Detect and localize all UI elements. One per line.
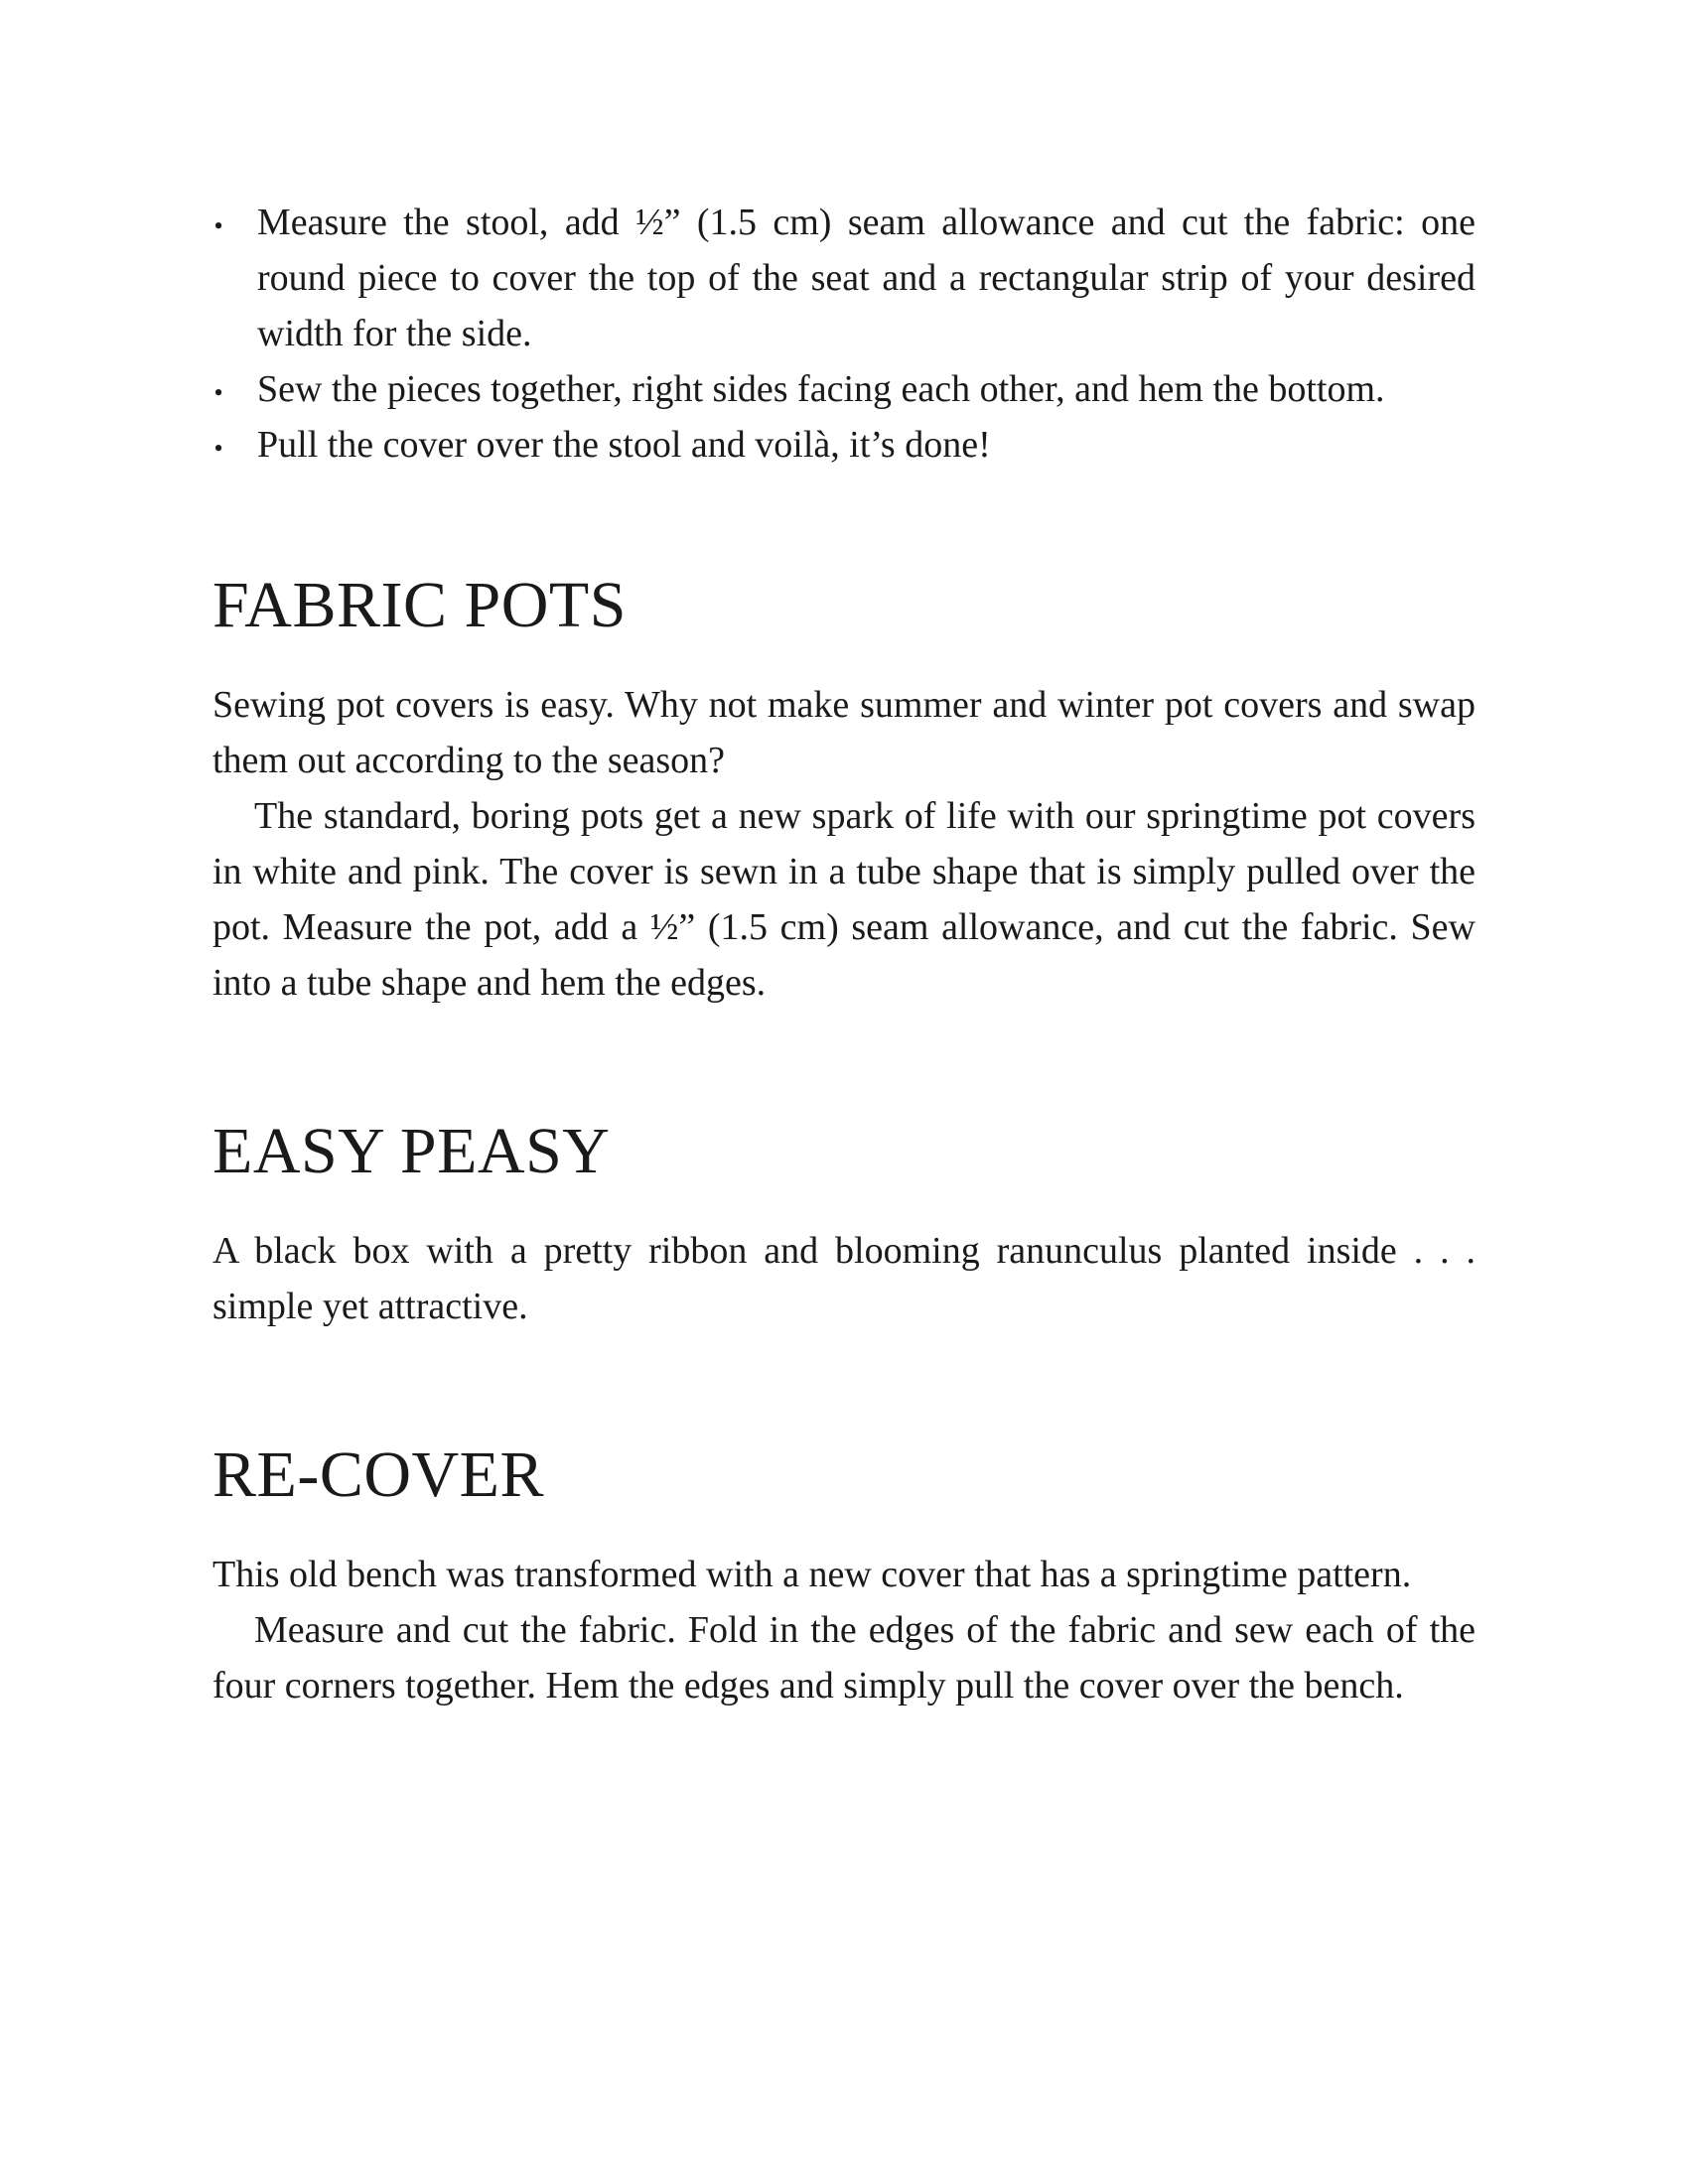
section-heading: RE-COVER xyxy=(212,1438,544,1511)
section-body xyxy=(212,1547,1476,1713)
paragraph: Measure and cut the fabric. Fold in the edges of the fabric and sew each of the four corners together. Hem the edges and simply pull the cover over the bench. xyxy=(212,1609,1476,1706)
list-item-text: Sew the pieces together, right sides facing each other, and hem the bottom. xyxy=(257,368,1385,410)
section-heading: EASY PEASY xyxy=(212,1115,611,1187)
section-easy-peasy xyxy=(212,1116,1476,1334)
paragraph: A black box with a pretty ribbon and blooming ranunculus planted inside . . . simple yet attractive. xyxy=(212,1230,1476,1327)
section-body xyxy=(212,1223,1476,1334)
section-recover xyxy=(212,1439,1476,1713)
bullet-icon xyxy=(212,361,224,421)
paragraph: Sewing pot covers is easy. Why not make summer and winter pot covers and swap them out according to the season? xyxy=(212,684,1476,781)
bullet-icon xyxy=(212,195,224,254)
paragraph: The standard, boring pots get a new spark of life with our springtime pot covers in white and pink. The cover is sewn in a tube shape that is simply pulled over the pot. Measure the pot, add a ½” (1.5 cm) seam allowance, and cut the fabric. Sew into a tube shape and hem the edges. xyxy=(212,795,1476,1004)
document-page xyxy=(212,195,1476,1713)
section-fabric-pots xyxy=(212,570,1476,1011)
bullet-icon xyxy=(212,417,224,477)
section-body xyxy=(212,677,1476,1011)
list-item xyxy=(212,195,1476,361)
list-item xyxy=(212,361,1476,417)
list-item-text: Pull the cover over the stool and voilà, it’s done! xyxy=(257,424,991,466)
paragraph: This old bench was transformed with a new cover that has a springtime pattern. xyxy=(212,1554,1412,1595)
list-item xyxy=(212,417,1476,473)
instruction-list xyxy=(212,195,1476,473)
section-heading: FABRIC POTS xyxy=(212,569,627,641)
list-item-text: Measure the stool, add ½” (1.5 cm) seam allowance and cut the fabric: one round piece to cover the top of the seat and a rectangular strip of your desired width for the side. xyxy=(257,202,1476,354)
